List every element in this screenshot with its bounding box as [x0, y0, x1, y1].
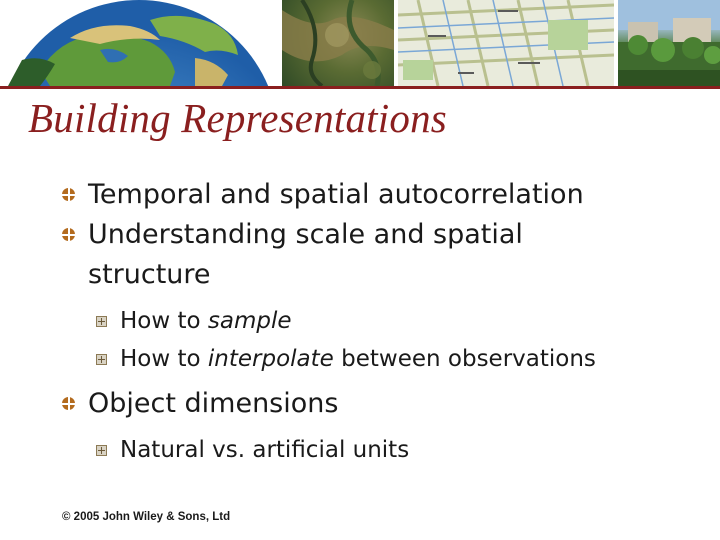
- sub-bullet-text: Natural vs. artificial units: [120, 437, 410, 463]
- square-cross-bullet-icon: [96, 316, 107, 327]
- sub-bullet-item: [120, 305, 292, 337]
- slide-title: Building Representations: [28, 95, 447, 141]
- bullet-item: [88, 175, 584, 215]
- sub-bullet-emphasis: sample: [207, 308, 292, 334]
- sub-bullet-prefix: How to: [120, 308, 208, 334]
- circle-cross-bullet-icon: [62, 397, 75, 410]
- bullet-item: [88, 215, 523, 255]
- square-cross-bullet-icon: [96, 445, 107, 456]
- bullet-item: [88, 384, 338, 424]
- bullet-text: structure: [88, 259, 211, 290]
- sub-bullet-item: [120, 343, 596, 375]
- bullet-text: Object dimensions: [88, 388, 339, 419]
- bullet-text: Temporal and spatial autocorrelation: [88, 179, 584, 210]
- sub-bullet-suffix: between observations: [333, 346, 596, 372]
- square-cross-bullet-icon: [96, 354, 107, 365]
- circle-cross-bullet-icon: [62, 228, 75, 241]
- sub-bullet-item: [120, 434, 409, 466]
- copyright-footer: © 2005 John Wiley & Sons, Ltd: [62, 511, 231, 523]
- sub-bullet-emphasis: interpolate: [207, 346, 334, 372]
- bullet-text: Understanding scale and spatial: [88, 219, 523, 250]
- sub-bullet-prefix: How to: [120, 346, 208, 372]
- circle-cross-bullet-icon: [62, 188, 75, 201]
- bullet-item-continuation: [88, 255, 211, 295]
